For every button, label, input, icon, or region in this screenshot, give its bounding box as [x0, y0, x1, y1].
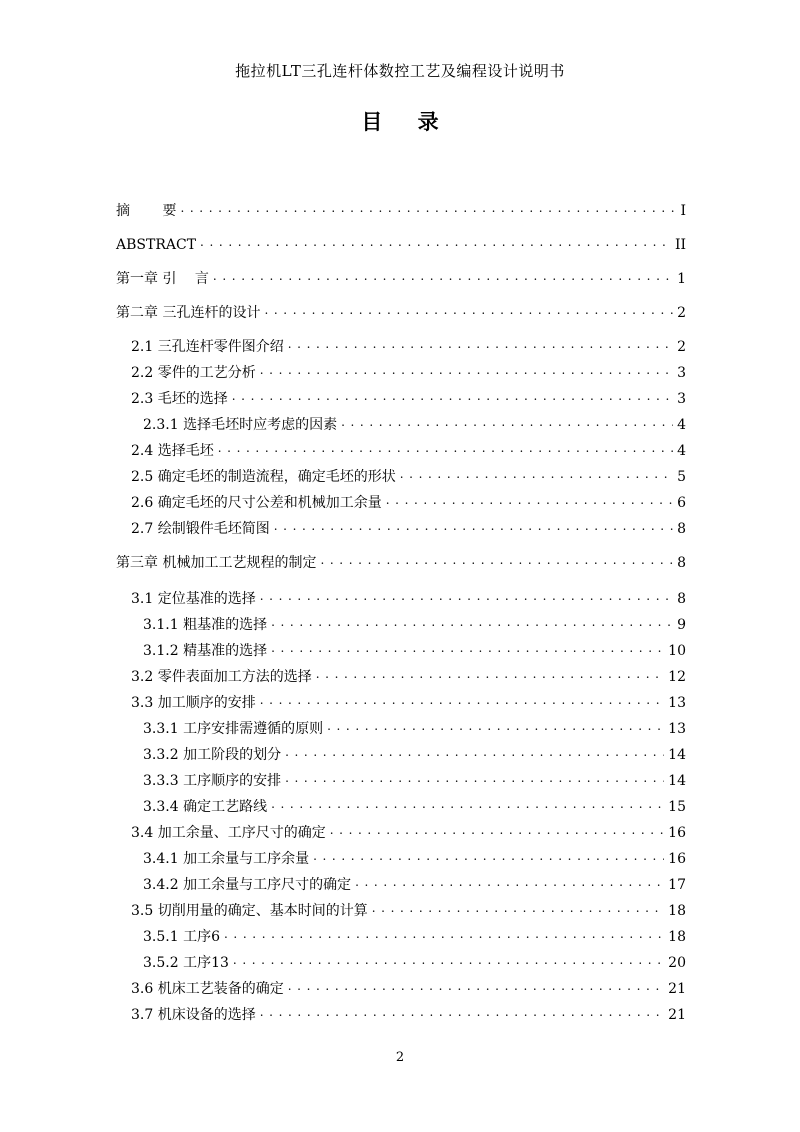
toc-leader-dots	[224, 925, 664, 943]
toc-entry-page: 12	[668, 669, 686, 685]
toc-entry[interactable]	[131, 974, 686, 998]
toc-entry[interactable]	[143, 792, 686, 816]
toc-leader-dots	[288, 335, 673, 353]
toc-entry-label: 3.5.1 工序6	[143, 929, 220, 945]
toc-entry[interactable]	[131, 436, 686, 460]
toc-entry[interactable]	[131, 462, 686, 486]
toc-entry[interactable]	[143, 948, 686, 972]
toc-entry[interactable]	[131, 688, 686, 712]
toc-entry-page: 2	[677, 339, 686, 355]
toc-entry-label: 第二章 三孔连杆的设计	[116, 305, 261, 321]
toc-entry-page: 3	[677, 391, 686, 407]
toc-entry[interactable]	[131, 358, 686, 382]
toc-entry-page: 5	[677, 469, 686, 485]
toc-entry-page: 8	[677, 521, 686, 537]
toc-leader-dots	[260, 361, 673, 379]
toc-leader-dots	[316, 665, 664, 683]
toc-entry-label: 3.3.2 加工阶段的划分	[143, 747, 282, 763]
toc-entry-page: 8	[677, 591, 686, 607]
toc-leader-dots	[271, 639, 664, 657]
toc-entry-label: 3.5 切削用量的确定、基本时间的计算	[131, 903, 368, 919]
toc-entry[interactable]	[116, 548, 686, 572]
toc-entry[interactable]	[143, 410, 686, 434]
toc-leader-dots	[400, 465, 673, 483]
toc-entry[interactable]	[131, 662, 686, 686]
toc-entry[interactable]	[116, 230, 686, 254]
toc-entry-page: 16	[668, 851, 686, 867]
toc-leader-dots	[327, 717, 664, 735]
toc-leader-dots	[372, 899, 664, 917]
toc-leader-dots	[260, 1003, 664, 1021]
toc-leader-dots	[218, 439, 673, 457]
toc-entry-page: 4	[677, 417, 686, 433]
toc-leader-dots	[260, 691, 664, 709]
toc-entry-label: 2.2 零件的工艺分析	[131, 365, 256, 381]
toc-entry-label: 3.4.2 加工余量与工序尺寸的确定	[143, 877, 352, 893]
toc-entry-page: 6	[677, 495, 686, 511]
toc-entry[interactable]	[116, 298, 686, 322]
toc-entry-page: 3	[677, 365, 686, 381]
page-number: 2	[395, 1050, 405, 1065]
toc-entry[interactable]	[131, 1000, 686, 1024]
toc-entry-label: 2.3 毛坯的选择	[131, 391, 228, 407]
toc-leader-dots	[233, 951, 664, 969]
toc-leader-dots	[271, 613, 673, 631]
toc-leader-dots	[330, 821, 664, 839]
toc-entry[interactable]	[131, 514, 686, 538]
toc-entry-page: 8	[677, 555, 686, 571]
toc-entry[interactable]	[131, 384, 686, 408]
toc-entry[interactable]	[143, 740, 686, 764]
running-header: 拖拉机LT三孔连杆体数控工艺及编程设计说明书	[235, 62, 565, 80]
toc-entry-label: 3.3 加工顺序的安排	[131, 695, 256, 711]
toc-entry-page: 21	[668, 981, 686, 997]
toc-leader-dots	[288, 977, 664, 995]
toc-entry[interactable]	[116, 264, 686, 288]
toc-entry[interactable]	[143, 870, 686, 894]
toc-leader-dots	[320, 551, 673, 569]
toc-entry-page: 16	[668, 825, 686, 841]
toc-entry[interactable]	[116, 196, 686, 220]
toc-entry-page: 10	[668, 643, 686, 659]
toc-entry-label: 3.4.1 加工余量与工序余量	[143, 851, 310, 867]
toc-entry-label: 2.1 三孔连杆零件图介绍	[131, 339, 284, 355]
toc-entry-label: 摘 要	[116, 203, 177, 219]
toc-entry-label: 3.1 定位基准的选择	[131, 591, 256, 607]
toc-entry-page: 13	[668, 695, 686, 711]
toc-entry-page: 9	[677, 617, 686, 633]
toc-entry-label: 3.1.1 粗基准的选择	[143, 617, 268, 633]
toc-leader-dots	[285, 769, 664, 787]
toc-entry[interactable]	[131, 818, 686, 842]
page-title: 目 录	[361, 109, 439, 134]
toc-leader-dots	[213, 267, 673, 285]
toc-leader-dots	[341, 413, 673, 431]
toc-leader-dots	[200, 233, 671, 251]
toc-leader-dots	[386, 491, 673, 509]
toc-leader-dots	[260, 587, 673, 605]
toc-entry-page: 17	[668, 877, 686, 893]
toc-entry-page: 14	[668, 747, 686, 763]
toc-entry-label: 第一章 引 言	[116, 271, 209, 287]
toc-entry-label: 3.6 机床工艺装备的确定	[131, 981, 284, 997]
toc-entry[interactable]	[131, 584, 686, 608]
toc-entry[interactable]	[143, 714, 686, 738]
toc-entry[interactable]	[143, 636, 686, 660]
toc-entry[interactable]	[143, 766, 686, 790]
toc-entry[interactable]	[131, 488, 686, 512]
toc-leader-dots	[274, 517, 673, 535]
toc-entry-page: 18	[668, 903, 686, 919]
toc-entry-page: 4	[677, 443, 686, 459]
toc-entry[interactable]	[131, 896, 686, 920]
toc-entry-label: 2.6 确定毛坯的尺寸公差和机械加工余量	[131, 495, 382, 511]
toc-leader-dots	[313, 847, 664, 865]
toc-entry[interactable]	[143, 844, 686, 868]
toc-entry-page: 20	[668, 955, 686, 971]
toc-entry[interactable]	[143, 610, 686, 634]
toc-entry-label: 2.3.1 选择毛坯时应考虑的因素	[143, 417, 338, 433]
toc-entry-page: 14	[668, 773, 686, 789]
toc-entry-page: 1	[677, 271, 686, 287]
toc-entry-page: 21	[668, 1007, 686, 1023]
toc-entry-label: 3.3.1 工序安排需遵循的原则	[143, 721, 324, 737]
toc-leader-dots	[271, 795, 664, 813]
toc-entry-page: I	[680, 203, 686, 219]
toc-leader-dots	[232, 387, 673, 405]
toc-entry-label: 3.5.2 工序13	[143, 955, 229, 971]
toc-entry-label: 3.7 机床设备的选择	[131, 1007, 256, 1023]
toc-entry-page: II	[674, 237, 686, 253]
toc-entry-label: 2.5 确定毛坯的制造流程，确定毛坯的形状	[131, 469, 396, 485]
toc-entry-page: 18	[668, 929, 686, 945]
toc-entry-label: 2.4 选择毛坯	[131, 443, 214, 459]
toc-entry-label: 2.7 绘制锻件毛坯简图	[131, 521, 270, 537]
toc-entry-label: 3.4 加工余量、工序尺寸的确定	[131, 825, 326, 841]
toc-entry-page: 2	[677, 305, 686, 321]
toc-entry-label: ABSTRACT	[116, 237, 197, 253]
toc-entry-label: 3.3.3 工序顺序的安排	[143, 773, 282, 789]
toc-leader-dots	[264, 301, 673, 319]
toc-entry-label: 第三章 机械加工工艺规程的制定	[116, 555, 317, 571]
toc-leader-dots	[355, 873, 664, 891]
toc-entry-label: 3.3.4 确定工艺路线	[143, 799, 268, 815]
toc-entry[interactable]	[131, 332, 686, 356]
toc-entry-label: 3.2 零件表面加工方法的选择	[131, 669, 312, 685]
toc-entry-page: 13	[668, 721, 686, 737]
toc-entry-page: 15	[668, 799, 686, 815]
toc-entry[interactable]	[143, 922, 686, 946]
toc-leader-dots	[180, 199, 676, 217]
toc-entry-label: 3.1.2 精基准的选择	[143, 643, 268, 659]
toc-leader-dots	[285, 743, 664, 761]
